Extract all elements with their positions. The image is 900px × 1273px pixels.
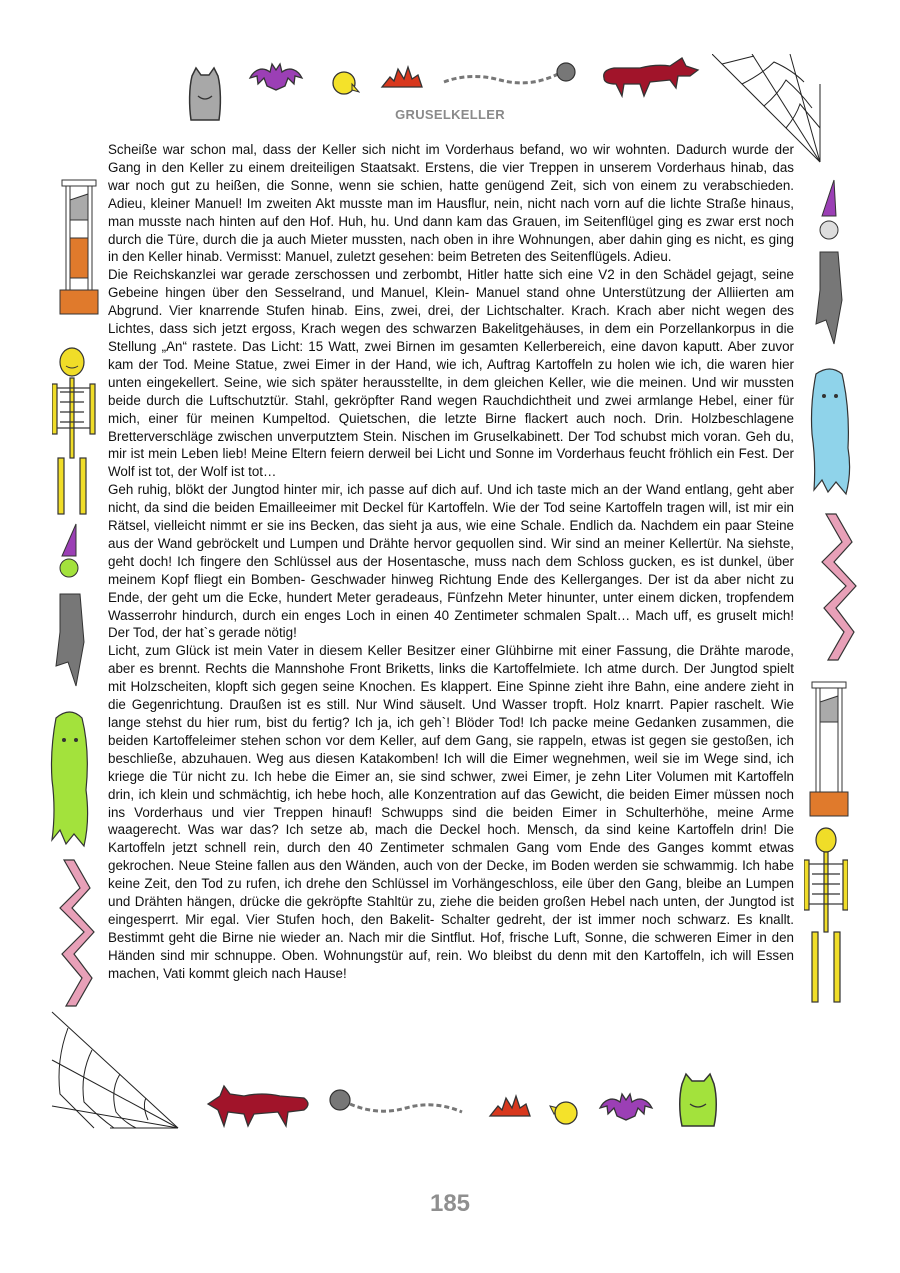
paragraph: Licht, zum Glück ist mein Vater in diesem Keller Besitzer einer Glühbirne mit einer Fassung, die Drähte marode, aber es brennt. Rechts die Mannshohe Front Briketts, links die Kartoffelmiete. Ich atme durch. Der Jungtod spielt mit Holzscheiten, klopft sich gegen seine Knochen. Es klappert. Eine Spinne zieht ihre Bahn, eine andere zieht in die Gegenrichtung. Draußen ist es still. Nur Wind säuselt. Und Wasser tropft. Holz knarrt. Papier raschelt. Wie lange stehst du hier rum, bist du fertig? Ich ja, ich geh`! Blöder Tod! Ich packe meine Gedanken zusammen, die beiden Kartoffeleimer stehen schon vor dem Keller, auf dem Gang, sie rappeln, etwas ist gegen sie gestoßen, ich beschließe, abzuhauen. Weg aus diesen Katakomben! Ich will die Eimer wegnehmen, weil sie im Wege sind, ich kriege die Tür nicht zu. Ich hebe die Eimer an, sie sind schwer, zwei Eimer, je zehn Liter Volumen mit Kartoffeln drin, ich klein und schmächtig, ich hebe hoch, alle Konzentration auf das Gewicht, die beiden Eimer müssen noch ins Vorderhaus und vier Treppen hinauf! Schwupps sind die beiden Eimer in Schulterhöhe, meine Arme waagerecht. Was war das? Ich setze ab, mach die Deckel hoch. Mensch, da sind keine Kartoffeln drin! Die Kartoffeln jetzt schnell rein, durch den 40 Zentimeter schmalen Gang vom Ende des Ganges kommt etwas gekrochen. Neue Steine fallen aus den Wänden, auch von der Decke, im Boden werden sie schwammig. Ich habe keine Zeit, den Tod zu rufen, ich drehe den Schlüssel im Vorhängeschloss, eile über den Gang, bleibe an Lumpen und Drähten hängen, drücke die gekröpfte Stahltür zu, ziehe die beiden großen Hebel nach unten, der Jungtod ist eingesperrt. Mir egal. Vier Stufen hoch, den Bakelit- Schalter gedreht, der ist immer noch schwarz. Es knallt. Bestimmt geht die Birne nie wieder an. Nach mir die Sintflut. Hof, frische Luft, Sonne, die schweren Eimer in den Händen sind mir schnuppe. Oben. Wohnungstür auf, rein. Wo bleibst du denn mit den Kartoffeln, ich will Essen machen, Vati kommt gleich nach Hause!: [108, 643, 794, 981]
yellow-pumpkin-bottom-icon: [548, 1098, 580, 1128]
pink-ribbon-left-icon: [50, 858, 100, 1008]
guillotine-left-icon: [56, 178, 102, 318]
yellow-pumpkin-icon: [330, 68, 360, 98]
paragraph: Scheiße war schon mal, dass der Keller sich nicht im Vorderhaus befand, wo wir wohnten. Dadurch wurde der Gang in den Keller zu einem dreiteiligen Staatsakt. Erstens, die vier Treppen in unserem Vorderhaus hinab, das war noch gut zu heißen, die Sonne, wenn sie schien, hatte genügend Zeit, sich von einem zu verabschieden. Adieu, kleiner Manuel! Im zweiten Akt musste man im Hausflur, nein, nicht nach vorn auf die lichte Straße hinaus, man musste nach hinten auf den Hof. Huh, hu. Und dann kam das Grauen, im Seitenflügel ging es zwar erst noch durch die Türe, durch die ja auch Mieter mussten, nach oben in ihre Wohnungen, aber dahin ging es nicht, es ging in den Keller hinab. Vermisst: Manuel, zuletzt gesehen: beim Betreten des Seitenflügels. Adieu.: [108, 142, 794, 265]
paragraph: Geh ruhig, blökt der Jungtod hinter mir, ich passe auf dich auf. Und ich taste mich an der Wand entlang, geht aber nicht, da sind die beiden Emailleeimer mit Deckel für Kartoffeln. Wie der Tod seine Kartoffeln tragen will, ist mir ein Rätsel, vielleicht nimmt er sie ins Becken, das sieht ja aus, wie eine Schale. Endlich da. Nachdem ein paar Steine aus der Wand gebröckelt und Lumpen und Drähte hervor gequollen sind. Wir sind an meiner Kellertür. Na siehste, geht doch! Ich fingere den Schlüssel aus der Hosentasche, muss nach dem Schloss gucken, es ist dunkel, über meinem Kopf fliegt ein Bomben- Geschwader hinweg Richtung Ende des Kellerganges. Der ist da aber nicht zu Ende, der geht um die Ecke, hundert Meter geradeaus, Fünfzehn Meter hinunter, unter einem dicken, tropfendem Wasserrohr hindurch, durch ein enges Loch in einen 40 Zentimeter schmalen Spalt… Mach uff, es gruselt mich! Der Tod, der hat`s gerade nötig!: [108, 482, 794, 641]
skeleton-left-icon: [52, 322, 96, 522]
red-wolf-bottom-icon: [204, 1082, 314, 1130]
blue-ghost-icon: [806, 368, 854, 498]
page-number: 185: [429, 1190, 471, 1217]
skeleton-right-icon: [804, 826, 848, 1016]
purple-bat-icon: [248, 62, 304, 96]
grey-shadow-left-icon: [50, 592, 90, 688]
red-leaf-bottom-icon: [488, 1092, 532, 1122]
spider-web-bottom-left-icon: [50, 1010, 180, 1130]
ball-and-chain-icon: [440, 60, 580, 92]
purple-bat-bottom-icon: [598, 1092, 654, 1126]
purple-hat-icon: [54, 522, 84, 588]
story-body: [108, 141, 794, 983]
page-title: GRUSELKELLER: [395, 107, 505, 122]
green-ghost-icon: [46, 710, 96, 850]
guillotine-right-icon: [806, 680, 852, 820]
red-wolf-icon: [600, 54, 700, 100]
paragraph: Die Reichskanzlei war gerade zerschossen und zerbombt, Hitler hatte sich eine V2 in den Schädel gejagt, seine Gebeine hingen über den Sesselrand, und Manuel, Klein- Manuel stand ohne Unterstützung der Alliierten am Abgrund. Vier knarrende Stufen hinab. Eins, zwei, drei, der Lichtschalter. Krach. Krach aber nicht wegen des Lichtes, dass sich jetzt ergoss, Krach wegen des schwarzen Bakelitgehäuses, in dem ein Porzellankorpus in die Stellung „An“ rastete. Das Licht: 15 Watt, zwei Birnen im gesamten Kellerbereich, eine davon kaputt. Aber zuvor kam der Tod. Meine Statue, zwei Eimer in der Hand, wie ich, Auftrag Kartoffeln zu holen wie ich, die waren hier unten eingekellert. Seine, wie sich später herausstellte, in dem gleichen Keller, wie die meinen. Und wir mussten beide durch die Luftschutztür. Stahl, gekröpfter Rand wegen Rauchdichtheit und zwei armlange Hebel, einer für mich, einer für meinen Kumpeltod. Quietschen, die letzte Birne flackert auch noch. Drin. Holzbeschlagene Bretterverschläge zwischen unverputztem Stein. Nischen im Gruselkabinett. Der Tod schubst mich voran. Geh du, mir ist mein Leben lieb! Meine Eltern feiern derweil bei Licht und Sonne im Vorderhaus feucht fröhlich ein Fest. Der Wolf ist tot, der Wolf ist tot…: [108, 267, 794, 480]
grey-shadow-right-icon: [812, 250, 846, 346]
ball-and-chain-bottom-icon: [326, 1086, 466, 1122]
red-leaf-icon: [380, 63, 424, 93]
pink-ribbon-right-icon: [812, 512, 862, 662]
green-ghost-bottom-icon: [678, 1072, 718, 1128]
purple-hat-right-icon: [814, 178, 844, 248]
